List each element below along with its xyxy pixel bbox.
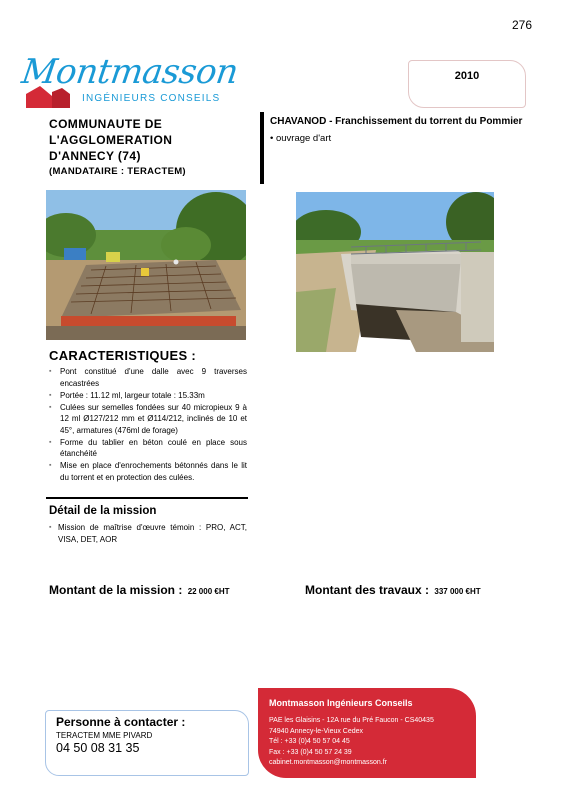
company-fax: Fax : +33 (0)4 50 57 24 39 [269,748,352,756]
vertical-divider [260,112,264,184]
client-mandataire: (MANDATAIRE : TERACTEM) [49,166,186,177]
company-name: Montmasson Ingénieurs Conseils [269,698,413,708]
company-email[interactable]: cabinet.montmasson@montmasson.fr [269,759,387,766]
logo-tagline: INGÉNIEURS CONSEILS [82,93,221,104]
list-item: ▪ Pont constitué d'une dalle avec 9 traverses encastrées [49,366,247,389]
project-year: 2010 [454,70,480,82]
list-item: ▪ Forme du tablier en béton coulé en place sous étanchéité [49,437,247,460]
works-amount [305,583,481,597]
mission-amount-value: 22 000 €HT [187,587,230,596]
mission-amount-label: Montant de la mission : [49,583,183,597]
company-details [269,716,434,769]
characteristics-list [49,366,247,484]
project-title: CHAVANOD - Franchissement du torrent du Pommier [270,116,523,127]
company-contact-box [258,688,476,778]
contact-phone: 04 50 08 31 35 [56,741,140,755]
list-item: ▪ Culées sur semelles fondées sur 40 micropieux 9 à 12 ml Ø127/212 mm et Ø114/212, inclinés de 10 et 45°, armatures (476ml de forage) [49,402,247,437]
contact-box [45,710,249,776]
list-item: ▪ Mise en place d'enrochements bétonnés dans le lit du torrent et en protection des culées. [49,460,247,483]
mission-amount [49,583,230,597]
works-amount-value: 337 000 €HT [434,587,481,596]
client-block [49,116,249,177]
company-address-line: 74940 Annecy-le-Vieux Cedex [269,727,364,735]
characteristics-title: CARACTERISTIQUES : [49,348,196,363]
page-number: 276 [511,18,532,32]
contact-name: TERACTEM MME PIVARD [56,731,153,740]
client-name: COMMUNAUTE DE L'AGGLOMERATION D'ANNECY (74) [49,117,173,163]
list-item: ▪ Portée : 11.12 ml, largeur totale : 15.33m [49,390,247,402]
company-address-line: PAE les Glaisins - 12A rue du Pré Faucon - CS40435 [269,717,434,724]
section-divider [46,497,248,499]
mission-list [49,522,247,545]
contact-title: Personne à contacter : [56,715,186,729]
company-phone: Tél : +33 (0)4 50 57 04 45 [269,738,350,745]
year-box [408,60,526,108]
logo-wordmark: Montmasson [19,52,241,92]
list-item: ▪ Mission de maîtrise d'œuvre témoin : PRO, ACT, VISA, DET, AOR [49,522,247,545]
construction-photo [46,190,246,340]
bridge-photo [296,192,494,352]
project-subtitle: • ouvrage d'art [270,133,332,144]
project-block [270,116,550,144]
company-logo [19,52,242,110]
mission-title: Détail de la mission [49,505,157,517]
works-amount-label: Montant des travaux : [305,583,430,597]
